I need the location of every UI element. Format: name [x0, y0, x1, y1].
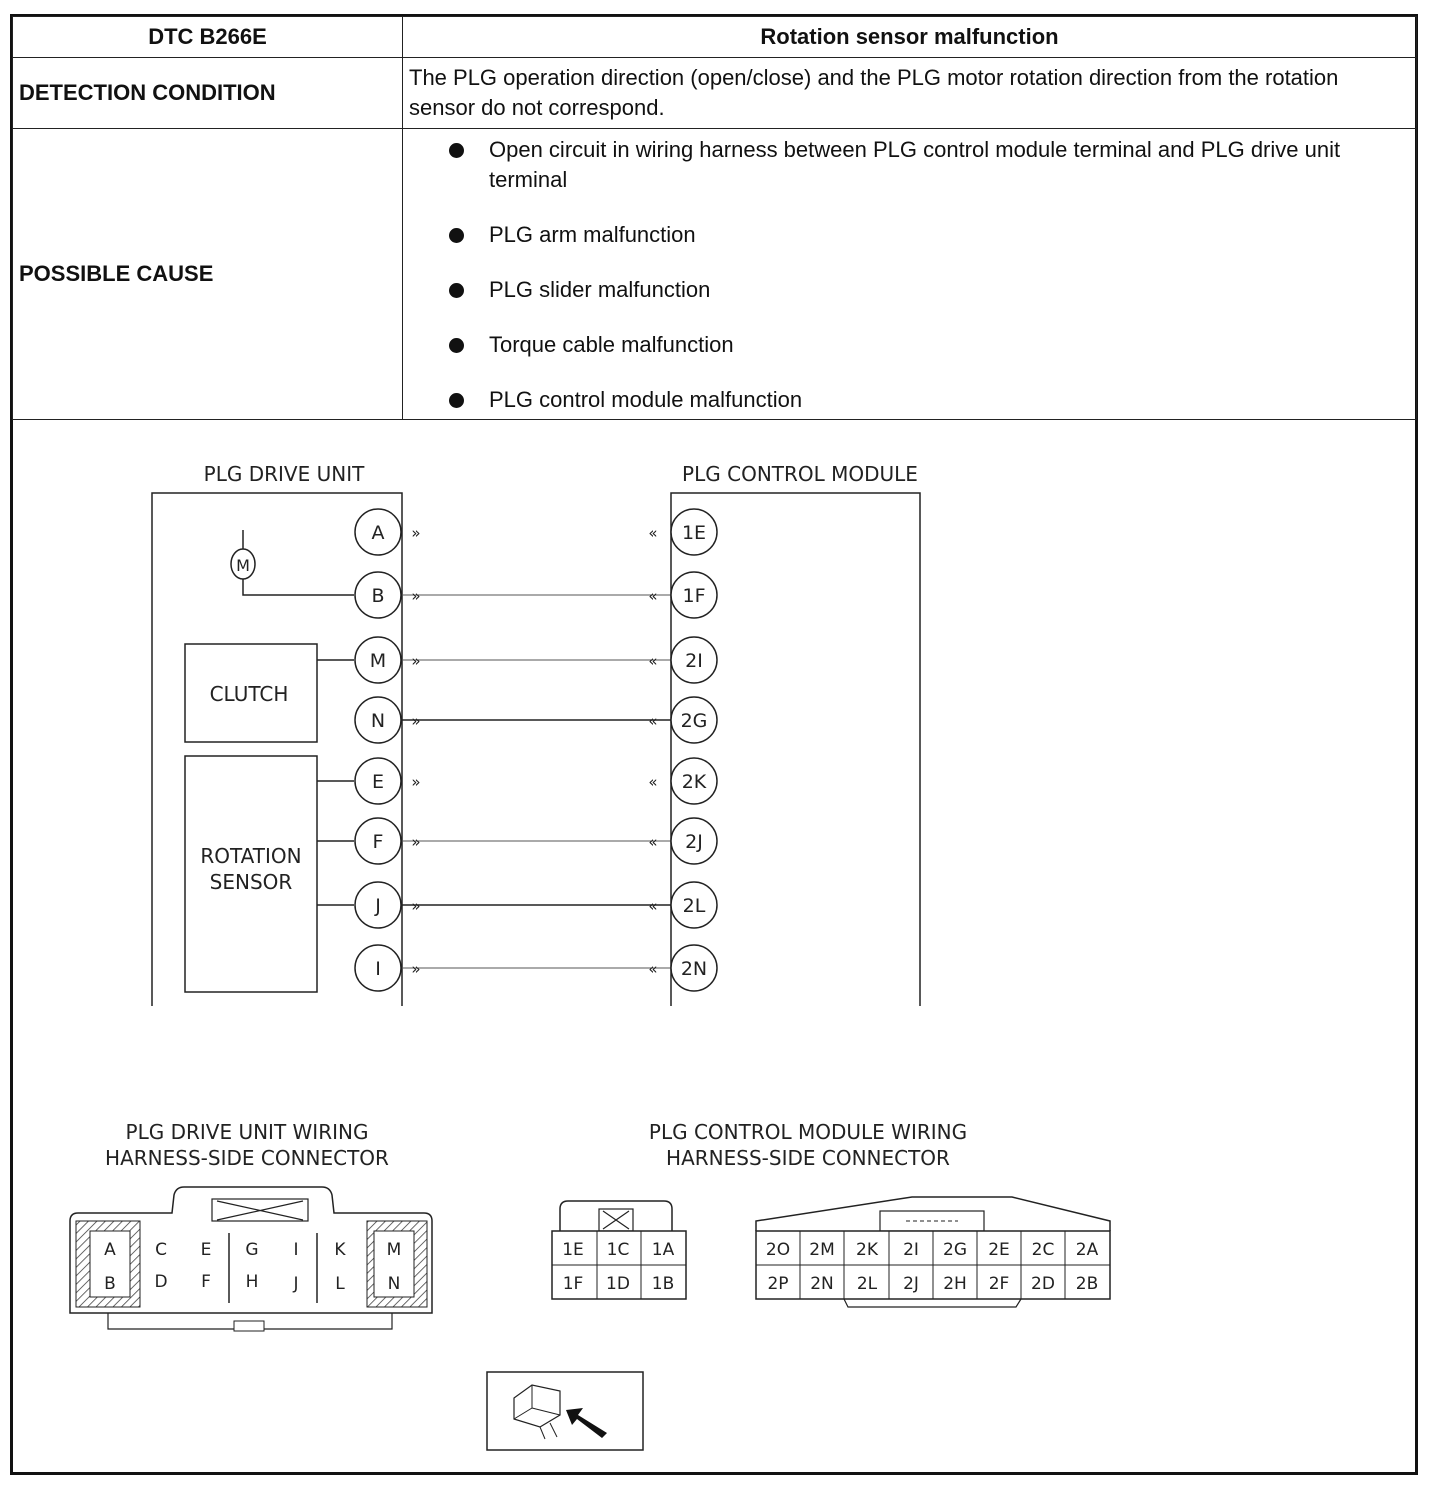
module-pin-label: 2N	[680, 958, 708, 980]
pin-row	[355, 637, 717, 683]
svg-text:»: »	[411, 960, 421, 978]
module-conn-pin: 2D	[1031, 1274, 1055, 1294]
pin-row	[355, 945, 717, 991]
pin-row	[355, 509, 717, 555]
module-pin-label: 2I	[685, 650, 703, 672]
drive-connector-title-2: HARNESS-SIDE CONNECTOR	[105, 1146, 389, 1170]
cause-row	[13, 129, 1417, 420]
module-pin-label: 2G	[680, 710, 708, 732]
module-pin-label: 2J	[685, 831, 703, 853]
drive-pin-label: F	[372, 831, 384, 853]
control-module-title: PLG CONTROL MODULE	[682, 462, 918, 486]
drive-conn-pin: A	[104, 1240, 116, 1260]
svg-text:«: «	[648, 524, 658, 542]
svg-text:«: «	[648, 773, 658, 791]
cause-label: POSSIBLE CAUSE	[13, 129, 403, 420]
module-pin-label: 2K	[681, 771, 707, 793]
drive-pin-label: I	[375, 958, 381, 980]
module-conn-pin: 2B	[1075, 1274, 1099, 1294]
pin-rows	[355, 509, 717, 991]
harness-side-view-icon	[487, 1372, 643, 1450]
motor-symbol: M	[236, 556, 250, 575]
pin-row	[355, 697, 717, 743]
drive-conn-pin: G	[245, 1240, 259, 1260]
pin-row	[355, 818, 717, 864]
drive-conn-pin: K	[334, 1240, 346, 1260]
module-conn-pin: 2I	[903, 1240, 919, 1260]
module-conn-pin: 2P	[767, 1274, 789, 1294]
module-conn-pin: 2J	[903, 1274, 919, 1294]
control-module-box	[671, 493, 920, 1006]
drive-unit-box	[152, 493, 402, 1006]
module-conn-pin: 1D	[606, 1274, 630, 1294]
module-conn-pin: 1C	[606, 1240, 630, 1260]
cause-cell	[403, 129, 1417, 420]
wiring-diagram	[12, 423, 1416, 1473]
module-connector-2	[756, 1197, 1110, 1307]
detection-label: DETECTION CONDITION	[13, 58, 403, 129]
module-pin-label: 1F	[682, 585, 706, 607]
module-conn-pin: 2A	[1075, 1240, 1099, 1260]
rotation-sensor-label-2: SENSOR	[209, 870, 293, 894]
drive-conn-pin: H	[245, 1272, 259, 1292]
pin-row	[355, 758, 717, 804]
drive-unit-connector	[70, 1187, 432, 1331]
rotation-sensor-label-1: ROTATION	[200, 844, 302, 868]
drive-connector-title-1: PLG DRIVE UNIT WIRING	[125, 1120, 369, 1144]
svg-text:«: «	[648, 587, 658, 605]
drive-pin-label: N	[370, 710, 386, 732]
module-conn-pin: 2K	[856, 1240, 878, 1260]
module-conn-pin: 2H	[943, 1274, 967, 1294]
drive-conn-pin: N	[387, 1274, 401, 1294]
motor-icon	[231, 530, 354, 595]
cause-item: PLG control module malfunction	[449, 385, 1410, 415]
module-conn-pin: 2C	[1031, 1240, 1055, 1260]
drive-conn-pin: L	[335, 1274, 345, 1294]
svg-text:»: »	[411, 524, 421, 542]
module-connector-1	[552, 1201, 686, 1299]
module-conn-pin: 2O	[765, 1240, 791, 1260]
module-conn-pin: 2E	[988, 1240, 1010, 1260]
svg-text:»: »	[411, 897, 421, 915]
drive-conn-pin: I	[293, 1240, 299, 1260]
drive-pin-label: M	[369, 650, 387, 672]
pin-row	[355, 572, 717, 618]
dtc-info-table	[12, 16, 1417, 420]
drive-conn-pin: F	[201, 1272, 211, 1292]
drive-pin-label: J	[375, 895, 381, 917]
svg-text:»: »	[411, 652, 421, 670]
dtc-code: DTC B266E	[13, 17, 403, 58]
drive-conn-pin: M	[386, 1240, 402, 1260]
cause-item: PLG slider malfunction	[449, 275, 1410, 305]
detection-row	[13, 58, 1417, 129]
drive-unit-title: PLG DRIVE UNIT	[203, 462, 365, 486]
svg-text:«: «	[648, 652, 658, 670]
drive-pin-label: E	[371, 771, 385, 793]
drive-conn-pin: D	[154, 1272, 168, 1292]
detection-text: The PLG operation direction (open/close) and the PLG motor rotation direction from the rotation sensor do not correspond.	[403, 58, 1417, 129]
clutch-label: CLUTCH	[209, 682, 289, 706]
svg-text:»: »	[411, 773, 421, 791]
cause-item: Open circuit in wiring harness between PLG control module terminal and PLG drive unit terminal	[449, 135, 1410, 195]
module-conn-pin: 1B	[651, 1274, 675, 1294]
module-conn-pin: 2L	[856, 1274, 878, 1294]
svg-text:«: «	[648, 833, 658, 851]
dtc-title: Rotation sensor malfunction	[403, 17, 1417, 58]
svg-text:»: »	[411, 587, 421, 605]
drive-conn-pin: J	[293, 1274, 299, 1294]
drive-conn-pin: B	[104, 1274, 116, 1294]
drive-pin-label: A	[371, 522, 385, 544]
module-conn-pin: 2N	[810, 1274, 834, 1294]
module-conn-pin: 1A	[651, 1240, 675, 1260]
module-connector-title-2: HARNESS-SIDE CONNECTOR	[666, 1146, 950, 1170]
svg-text:«: «	[648, 897, 658, 915]
svg-text:«: «	[648, 960, 658, 978]
pin-row	[355, 882, 717, 928]
drive-pin-label: B	[371, 585, 385, 607]
module-conn-pin: 2F	[988, 1274, 1010, 1294]
module-conn-pin: 1F	[562, 1274, 584, 1294]
cause-item: Torque cable malfunction	[449, 330, 1410, 360]
drive-conn-pin: C	[155, 1240, 167, 1260]
module-conn-pin: 2G	[943, 1240, 967, 1260]
module-pin-label: 2L	[682, 895, 706, 917]
svg-text:»: »	[411, 833, 421, 851]
svg-text:«: «	[648, 712, 658, 730]
cause-list	[409, 129, 1410, 419]
cause-item: PLG arm malfunction	[449, 220, 1410, 250]
svg-text:»: »	[411, 712, 421, 730]
module-pin-label: 1E	[681, 522, 707, 544]
table-header-row	[13, 17, 1417, 58]
drive-conn-pin: E	[200, 1240, 212, 1260]
module-connector-title-1: PLG CONTROL MODULE WIRING	[648, 1120, 968, 1144]
module-conn-pin: 1E	[562, 1240, 584, 1260]
module-conn-pin: 2M	[809, 1240, 835, 1260]
